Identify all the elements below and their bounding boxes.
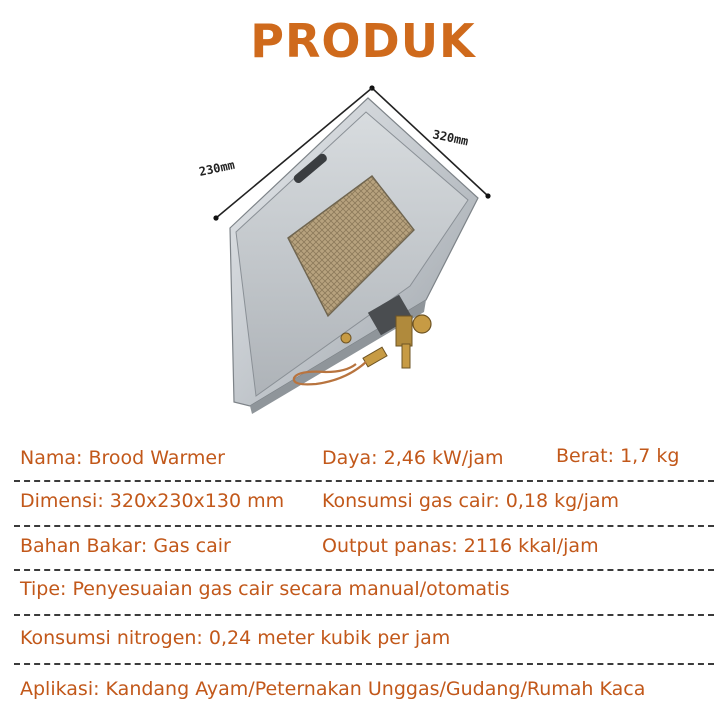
dimension-label-depth: 230mm [197, 157, 236, 179]
spec-nama: Nama: Brood Warmer [20, 447, 225, 469]
dimension-label-width: 320mm [431, 127, 470, 149]
spec-konsumsi-nitrogen: Konsumsi nitrogen: 0,24 meter kubik per jam [20, 627, 451, 649]
spec-dimensi: Dimensi: 320x230x130 mm [20, 490, 285, 512]
divider [14, 480, 714, 482]
page-title: PRODUK [250, 14, 476, 68]
spec-berat: Berat: 1,7 kg [556, 445, 680, 467]
spec-aplikasi: Aplikasi: Kandang Ayam/Peternakan Unggas/Gudang/Rumah Kaca [20, 678, 646, 700]
brood-warmer-image [196, 80, 516, 420]
spec-output-panas: Output panas: 2116 kkal/jam [322, 535, 599, 557]
divider [14, 525, 714, 527]
divider [14, 569, 714, 571]
spec-konsumsi-gas: Konsumsi gas cair: 0,18 kg/jam [322, 490, 620, 512]
divider [14, 614, 714, 616]
divider [14, 663, 714, 665]
spec-daya: Daya: 2,46 kW/jam [322, 447, 504, 469]
spec-tipe: Tipe: Penyesuaian gas cair secara manual/otomatis [20, 578, 510, 600]
spec-bahan-bakar: Bahan Bakar: Gas cair [20, 535, 231, 557]
